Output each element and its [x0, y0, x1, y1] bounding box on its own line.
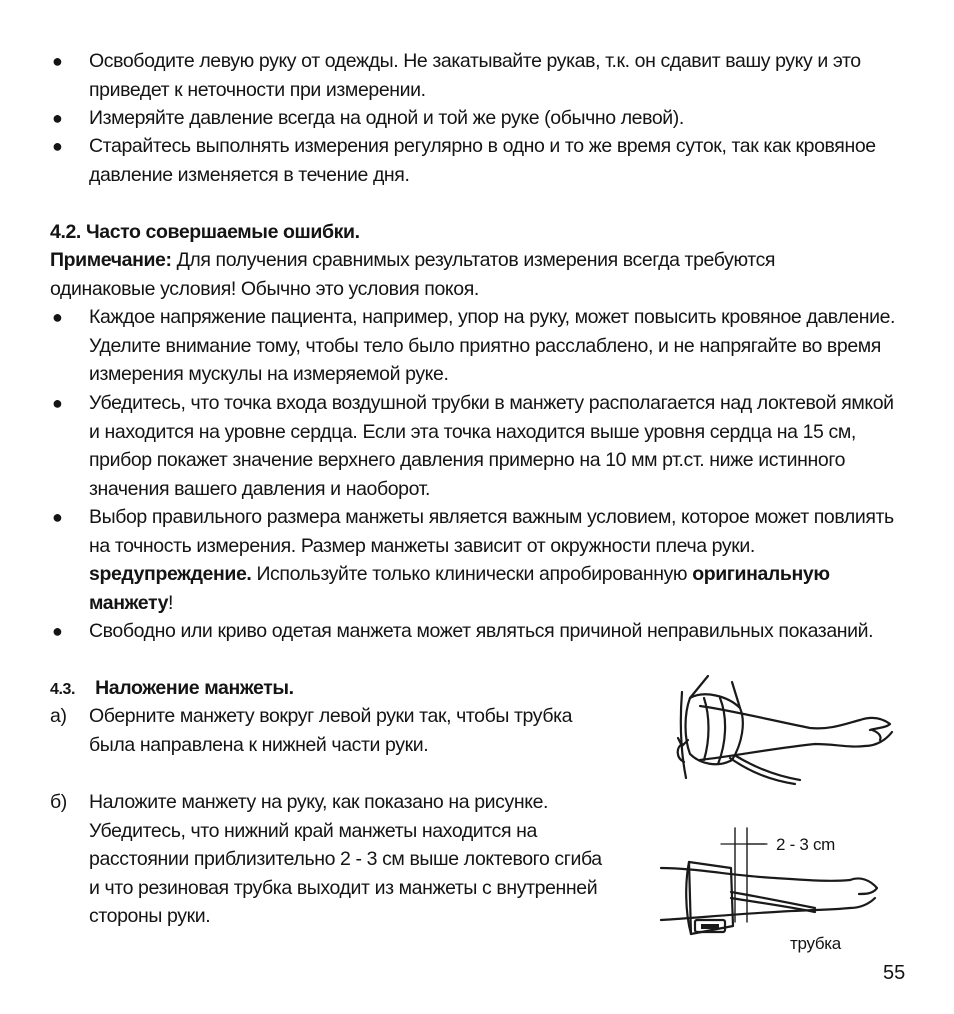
bullet-text — [89, 503, 909, 617]
bullet-dot: ● — [52, 307, 63, 327]
tube-label: трубка — [790, 934, 841, 953]
original-cuff-emphasis: оригинальную манжету — [89, 563, 830, 614]
bullet-dot: ● — [52, 108, 63, 128]
cuff-placement-illustration — [655, 822, 885, 954]
distance-label: 2 - 3 cm — [776, 835, 836, 854]
step-label: а) — [50, 705, 67, 727]
cuff-wrapping-illustration — [660, 668, 900, 788]
step-label: б) — [50, 791, 67, 813]
note-paragraph — [50, 246, 880, 303]
section-number: 4.3. — [50, 681, 76, 698]
bullet-text: Каждое напряжение пациента, например, упор на руку, может повысить кровяное давление. Уделите внимание тому, чтобы тело было приятно расслаблено, и не напрягайте во время измерения мускулы на измеряемой руке. — [89, 306, 896, 386]
bullet-dot: ● — [52, 136, 63, 156]
bullet-dot: ● — [52, 393, 63, 413]
note-text: Для получения сравнимых результатов измерения всегда требуются одинаковые условия! Обычно это условия покоя. — [50, 249, 776, 300]
warning-label: ѕредупреждение. — [89, 563, 252, 586]
bullet-text: Убедитесь, что точка входа воздушной трубки в манжету располагается над локтевой ямкой и находится на уровне сердца. Если эта точка находится выше уровня сердца на 15 см, прибор покажет значение верхнего давления примерно на 10 мм рт.ст. ниже истинного значения вашего давления и наоборот. — [89, 392, 894, 500]
warning-text: Используйте только клинически апробированную — [251, 563, 693, 586]
bullet-text: Освободите левую руку от одежды. Не закатывайте рукав, т.к. он сдавит вашу руку и это приведет к неточности при измерении. — [89, 50, 861, 101]
bullet-text: Измеряйте давление всегда на одной и той же руке (обычно левой). — [89, 107, 684, 129]
bullet-dot: ● — [52, 51, 63, 71]
cuff-size-text: Выбор правильного размера манжеты является важным условием, которое может повлиять на точность измерения. Размер манжеты зависит от окружности плеча руки. — [89, 506, 894, 557]
step-text: Оберните манжету вокруг левой руки так, чтобы трубка была направлена к нижней части руки. — [89, 705, 573, 756]
bullet-text: Свободно или криво одетая манжета может являться причиной неправильных показаний. — [89, 620, 874, 642]
exclamation: ! — [168, 591, 174, 614]
section-title: Наложение манжеты. — [95, 677, 294, 699]
page-number: 55 — [883, 962, 906, 984]
section-heading-4-3 — [50, 674, 294, 705]
bullet-text: Старайтесь выполнять измерения регулярно в одно и то же время суток, так как кровяное давление изменяется в течение дня. — [89, 135, 876, 186]
section-heading-4-2: 4.2. Часто совершаемые ошибки. — [50, 221, 360, 243]
note-label: Примечание: — [50, 249, 172, 271]
step-text: Наложите манжету на руку, как показано на рисунке. Убедитесь, что нижний край манжеты находится на расстоянии приблизительно 2 - 3 см выше локтевого сгиба и что резиновая трубка выходит из манжеты с внутренней стороны руки. — [89, 791, 602, 928]
bullet-dot: ● — [52, 621, 63, 641]
bullet-dot: ● — [52, 507, 63, 527]
